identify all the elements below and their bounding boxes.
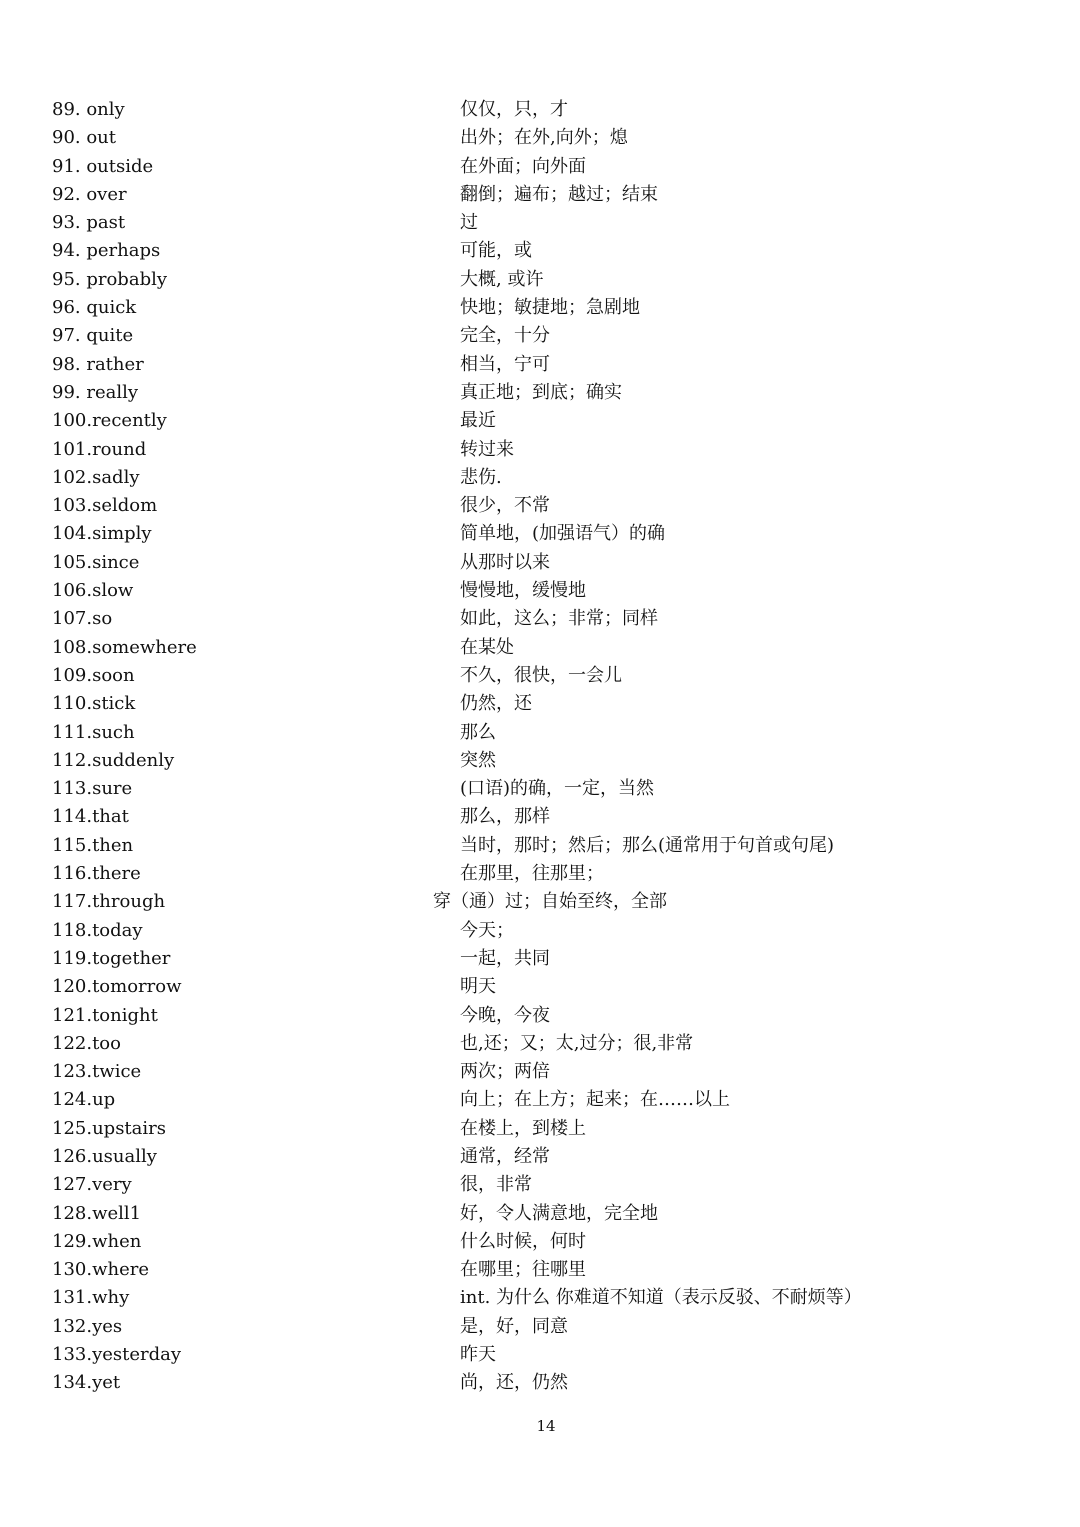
vocab-meaning: 当时，那时；然后；那么(通常用于句首或句尾) bbox=[460, 834, 835, 856]
vocab-meaning: int. 为什么 你难道不知道（表示反驳、不耐烦等） bbox=[460, 1287, 862, 1309]
vocab-meaning: 从那时以来 bbox=[460, 551, 550, 573]
vocab-meaning: 也,还；又；太,过分；很,非常 bbox=[460, 1032, 694, 1054]
vocab-term: 116.there bbox=[52, 863, 141, 885]
vocab-entry bbox=[52, 860, 1042, 888]
vocab-entry bbox=[52, 464, 1042, 492]
vocab-term: 121.tonight bbox=[52, 1004, 158, 1026]
vocab-meaning: 出外；在外,向外；熄 bbox=[460, 127, 628, 149]
vocab-meaning: 翻倒；遍布；越过；结束 bbox=[460, 183, 658, 205]
vocab-term: 101.round bbox=[52, 438, 147, 460]
vocab-term: 89. only bbox=[52, 99, 125, 120]
vocab-meaning: 在楼上，到楼上 bbox=[460, 1117, 586, 1139]
vocab-entry bbox=[52, 1002, 1042, 1030]
vocab-entry bbox=[52, 1341, 1042, 1369]
vocab-term: 102.sadly bbox=[52, 466, 140, 488]
vocab-term: 128.well1 bbox=[52, 1202, 142, 1224]
vocab-term: 126.usually bbox=[52, 1145, 157, 1167]
vocab-term: 112.suddenly bbox=[52, 749, 175, 771]
vocab-meaning: 什么时候，何时 bbox=[460, 1230, 586, 1252]
vocab-meaning: 向上；在上方；起来；在……以上 bbox=[460, 1089, 730, 1111]
vocab-term: 132.yes bbox=[52, 1315, 123, 1337]
vocab-entry bbox=[52, 379, 1042, 407]
vocab-meaning: 通常，经常 bbox=[460, 1145, 550, 1167]
vocab-entry bbox=[52, 153, 1042, 181]
vocab-meaning: 如此，这么；非常；同样 bbox=[460, 608, 658, 630]
vocab-meaning: 真正地；到底；确实 bbox=[460, 381, 622, 403]
vocab-entry bbox=[52, 1200, 1042, 1228]
vocab-entry bbox=[52, 1086, 1042, 1114]
vocab-term: 90. out bbox=[52, 127, 117, 149]
vocab-meaning: 仍然，还 bbox=[460, 693, 532, 715]
vocab-term: 113.sure bbox=[52, 778, 133, 800]
vocab-entry bbox=[52, 266, 1042, 294]
vocab-entry bbox=[52, 407, 1042, 435]
vocab-entry bbox=[52, 351, 1042, 379]
vocab-term: 119.together bbox=[52, 947, 171, 969]
vocab-entry bbox=[52, 945, 1042, 973]
vocab-meaning: 突然 bbox=[460, 749, 496, 771]
vocab-meaning: 是，好，同意 bbox=[460, 1315, 568, 1337]
vocab-term: 130.where bbox=[52, 1259, 149, 1281]
vocab-term: 107.so bbox=[52, 608, 113, 630]
vocab-term: 123.twice bbox=[52, 1061, 142, 1083]
vocab-term: 133.yesterday bbox=[52, 1344, 182, 1366]
vocab-entry bbox=[52, 520, 1042, 548]
vocab-term: 95. probably bbox=[52, 268, 168, 290]
vocab-term: 92. over bbox=[52, 183, 127, 205]
vocab-meaning: 在那里，往那里； bbox=[460, 863, 604, 885]
vocab-entry bbox=[52, 1171, 1042, 1199]
vocab-entry bbox=[52, 888, 1042, 916]
vocab-entry bbox=[52, 96, 1042, 124]
vocab-term: 109.soon bbox=[52, 664, 135, 686]
vocab-meaning: 悲伤. bbox=[460, 466, 502, 488]
vocab-meaning: 好，令人满意地，完全地 bbox=[460, 1202, 658, 1224]
vocab-term: 97. quite bbox=[52, 325, 134, 347]
vocabulary-list bbox=[52, 96, 1042, 1398]
vocab-entry bbox=[52, 1030, 1042, 1058]
vocab-entry bbox=[52, 1143, 1042, 1171]
vocab-entry bbox=[52, 917, 1042, 945]
vocab-meaning: (口语)的确，一定，当然 bbox=[460, 778, 655, 800]
vocab-entry bbox=[52, 322, 1042, 350]
vocab-term: 111.such bbox=[52, 721, 135, 743]
vocab-term: 98. rather bbox=[52, 353, 144, 375]
vocab-term: 114.that bbox=[52, 806, 129, 828]
vocab-term: 103.seldom bbox=[52, 495, 158, 517]
vocab-entry bbox=[52, 294, 1042, 322]
vocab-term: 125.upstairs bbox=[52, 1117, 166, 1139]
vocab-entry bbox=[52, 1284, 1042, 1312]
vocab-term: 110.stick bbox=[52, 693, 136, 715]
vocab-meaning: 尚，还，仍然 bbox=[460, 1372, 568, 1394]
vocab-term: 108.somewhere bbox=[52, 636, 197, 658]
vocab-entry bbox=[52, 662, 1042, 690]
vocab-meaning: 在外面；向外面 bbox=[460, 155, 586, 177]
vocab-entry bbox=[52, 124, 1042, 152]
vocab-meaning: 在哪里；往哪里 bbox=[460, 1259, 586, 1281]
page-number: 14 bbox=[536, 1417, 556, 1435]
vocab-entry bbox=[52, 690, 1042, 718]
vocab-entry bbox=[52, 634, 1042, 662]
vocab-entry bbox=[52, 577, 1042, 605]
vocab-term: 91. outside bbox=[52, 155, 154, 177]
vocab-meaning: 两次；两倍 bbox=[460, 1061, 550, 1083]
vocab-meaning: 很少，不常 bbox=[460, 495, 550, 517]
vocab-term: 127.very bbox=[52, 1174, 132, 1196]
vocab-entry bbox=[52, 1058, 1042, 1086]
vocab-meaning: 可能，或 bbox=[460, 240, 532, 262]
vocab-entry bbox=[52, 605, 1042, 633]
vocab-meaning: 一起，共同 bbox=[460, 947, 550, 969]
vocab-term: 134.yet bbox=[52, 1372, 121, 1394]
vocab-entry bbox=[52, 803, 1042, 831]
vocab-entry bbox=[52, 719, 1042, 747]
vocab-meaning: 简单地，(加强语气）的确 bbox=[460, 523, 666, 545]
vocab-entry bbox=[52, 1369, 1042, 1397]
vocab-term: 105.since bbox=[52, 551, 140, 573]
vocab-term: 115.then bbox=[52, 834, 134, 856]
vocab-entry bbox=[52, 973, 1042, 1001]
vocab-meaning: 昨天 bbox=[460, 1344, 496, 1366]
vocab-term: 104.simply bbox=[52, 523, 152, 545]
vocab-term: 99. really bbox=[52, 381, 139, 403]
vocab-meaning: 不久，很快，一会儿 bbox=[460, 664, 622, 686]
vocab-term: 106.slow bbox=[52, 580, 134, 602]
vocab-meaning: 穿（通）过；自始至终，全部 bbox=[433, 891, 667, 913]
vocab-term: 131.why bbox=[52, 1287, 130, 1309]
vocab-entry bbox=[52, 237, 1042, 265]
vocab-meaning: 在某处 bbox=[460, 636, 514, 658]
vocab-meaning: 很，非常 bbox=[460, 1174, 532, 1196]
vocab-entry bbox=[52, 549, 1042, 577]
vocab-term: 122.too bbox=[52, 1032, 121, 1054]
vocab-entry bbox=[52, 436, 1042, 464]
vocab-entry bbox=[52, 775, 1042, 803]
vocab-meaning: 今晚，今夜 bbox=[460, 1004, 550, 1026]
vocab-term: 93. past bbox=[52, 212, 126, 234]
vocab-entry bbox=[52, 1256, 1042, 1284]
vocab-entry bbox=[52, 492, 1042, 520]
vocab-meaning: 转过来 bbox=[460, 438, 514, 460]
vocab-meaning: 完全，十分 bbox=[460, 325, 550, 347]
vocab-term: 118.today bbox=[52, 919, 143, 941]
vocab-term: 96. quick bbox=[52, 297, 137, 319]
vocab-meaning: 最近 bbox=[460, 410, 496, 432]
vocab-meaning: 明天 bbox=[460, 976, 496, 998]
vocab-entry bbox=[52, 1228, 1042, 1256]
vocab-term: 117.through bbox=[52, 891, 166, 913]
vocab-meaning: 那么，那样 bbox=[460, 806, 550, 828]
vocab-meaning: 大概, 或许 bbox=[460, 268, 544, 290]
vocab-entry bbox=[52, 209, 1042, 237]
vocab-term: 120.tomorrow bbox=[52, 976, 182, 998]
vocab-meaning: 慢慢地，缓慢地 bbox=[460, 580, 586, 602]
vocab-entry bbox=[52, 832, 1042, 860]
vocab-entry bbox=[52, 1115, 1042, 1143]
vocab-meaning: 过 bbox=[460, 212, 478, 234]
vocab-term: 124.up bbox=[52, 1089, 116, 1111]
vocab-meaning: 那么 bbox=[460, 721, 496, 743]
vocab-meaning: 快地；敏捷地；急剧地 bbox=[460, 297, 640, 319]
vocab-meaning: 今天； bbox=[460, 919, 514, 941]
vocab-entry bbox=[52, 181, 1042, 209]
vocab-entry bbox=[52, 1313, 1042, 1341]
vocab-entry bbox=[52, 747, 1042, 775]
vocab-term: 94. perhaps bbox=[52, 240, 161, 262]
vocab-term: 129.when bbox=[52, 1230, 142, 1252]
vocab-meaning: 相当，宁可 bbox=[460, 353, 550, 375]
vocab-meaning: 仅仅，只，才 bbox=[460, 99, 568, 120]
vocab-term: 100.recently bbox=[52, 410, 167, 432]
